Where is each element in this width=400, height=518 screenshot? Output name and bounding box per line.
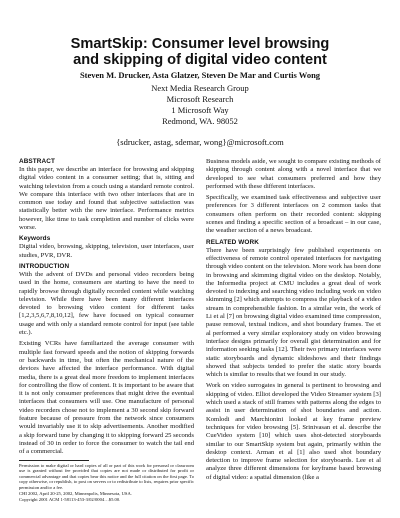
introduction-heading: INTRODUCTION	[19, 262, 70, 270]
conference-line: CHI 2002, April 20-25, 2002, Minneapolis, Minnesota, USA.	[19, 491, 132, 497]
author-emails: {sdrucker, astag, sdemar, wong}@microsoft.com	[116, 137, 284, 147]
introduction-paragraph-1: With the advent of DVDs and personal video recorders being used in the home, consumers are starting to have the need to rapidly browse through digitally recorded content while watching television. While there have been many different interfaces devoted to browsing video content for different tasks [1,2,3,5,6,7,8,10,12], few have focused on typical consumer usage and with only a standard remote control for input (see table etc.).	[19, 270, 194, 337]
paper-title-line-1: SmartSkip: Consumer level browsing	[70, 36, 330, 52]
related-work-paragraph-2: Work on video surrogates in general is pertinent to browsing and skipping of video. Elliot developed the Video Streamer system [3] which used a stack of still frames with patterns along the edges to assist in user determination of shot boundaries and action. Komlodi and Marchionini looked at key frame preview techniques for video browsing [5]. Srinivasan et al. describe the CueVideo system [10] which uses shot-detected storyboards similar to our SmartSkip system but again, primarily within the desktop context. Arman et al [1] also used shot boundary detection to improve frame selection for storyboards. Lee et al analyze three different dimensions for keyframe based browsing of digital video: a spatial dimension (like a	[206, 382, 381, 481]
abstract-heading: ABSTRACT	[19, 158, 55, 165]
keywords-text: Digital video, browsing, skipping, television, user interfaces, user studies, PVR, DVR.	[19, 243, 194, 259]
affiliation-org: Microsoft Research	[166, 94, 234, 104]
introduction-paragraph-2: Existing VCRs have familiarized the average consumer with multiple fast forward speeds and the notion of skipping forwards or backwards in time, but often the mechanical nature of the devices have affected the interface performance. With digital media, there is a great deal more freedom to implement interfaces for controlling the flow of content. It is important to be aware that it is not only consumer preferences that might drive the eventual interfaces that consumers will use. One manufacture of personal video recorders chose not to implement a 30 second skip forward feature because of pressure from the network since consumers would invariably use it to skip advertisements. Another modified a skip forward tune by changing it to skipping forward 25 seconds instead of 30 in order to force the consumer to watch the tail end of a commercial.	[19, 340, 194, 456]
related-work-heading: RELATED WORK	[206, 238, 259, 246]
copyright-line: Copyright 2001 ACM 1-58113-453-3/02/0004…$5.00.	[19, 497, 121, 503]
left-column	[19, 158, 194, 503]
intro-continued-paragraph-2: Specifically, we examined task effectiveness and subjective user preferences for 3 different interfaces on 2 common tasks that consumers often perform on their recorded content: skipping scenes and finding a specific section of a broadcast – in our case, the weather section of a news broadcast.	[206, 194, 381, 235]
related-work-paragraph-1: There have been surprisingly few published experiments on effectiveness of remote control operated interfaces for navigating through video content on the television. More work has been done in browsing and skimming digital video on the desktop. Notably, the Informedia project at CMU includes a great deal of work devoted to indexing and searching video including work on video skimming [2] which attempts to compress the playback of a video stream in comprehensible fashion. In a similar vein, the work of Li et al [7] on browsing digital video examined time compression, pause removal, textual indices, and shot boundary frames. Tse et al performed a very similar exploratory study on video browsing interface designs primarily for overall gist determination and for information seeking tasks [12]. Their two primary interfaces were static storyboards and dynamic slideshows and their findings showed that subjects tended to prefer the static story boards which is similar to results that we found in our study.	[206, 246, 381, 379]
abstract-text: In this paper, we describe an interface for browsing and skipping digital video content in a consumer setting; that is, sitting and watching television from a couch using a standard remote control. We compare this interface with two other interfaces that are in common use today and found that subjective satisfaction was statistically better with the new interface. Performance metrics however, like time to task completion and number of clicks were worse.	[19, 166, 194, 232]
intro-continued-paragraph-1: Business models aside, we sought to compare existing methods of skipping through content along with a novel interface that we developed to see what consumers preferred and how they performed with these different interfaces.	[206, 158, 381, 190]
author-list: Steven M. Drucker, Asta Glatzer, Steven De Mar and Curtis Wong	[79, 70, 321, 80]
footnote-rule	[19, 460, 89, 461]
affiliation-city: Redmond, WA. 98052	[162, 116, 238, 126]
right-column	[206, 158, 381, 485]
affiliation-street: 1 Microsoft Way	[171, 105, 229, 115]
paper-title-line-2: and skipping of digital video content	[73, 52, 327, 68]
keywords-heading: Keywords	[19, 235, 51, 243]
affiliation-group: Next Media Research Group	[151, 83, 249, 93]
permission-notice: Permission to make digital or hard copies of all or part of this work for personal or classroom use is granted without fee provided that copies are not made or distributed for profit or commercial advantage and that copies bear this notice and the full citation on the first page. To copy otherwise, or republish, to post on servers or to redistribute to lists, requires prior specific permission and/or a fee.	[19, 462, 194, 490]
